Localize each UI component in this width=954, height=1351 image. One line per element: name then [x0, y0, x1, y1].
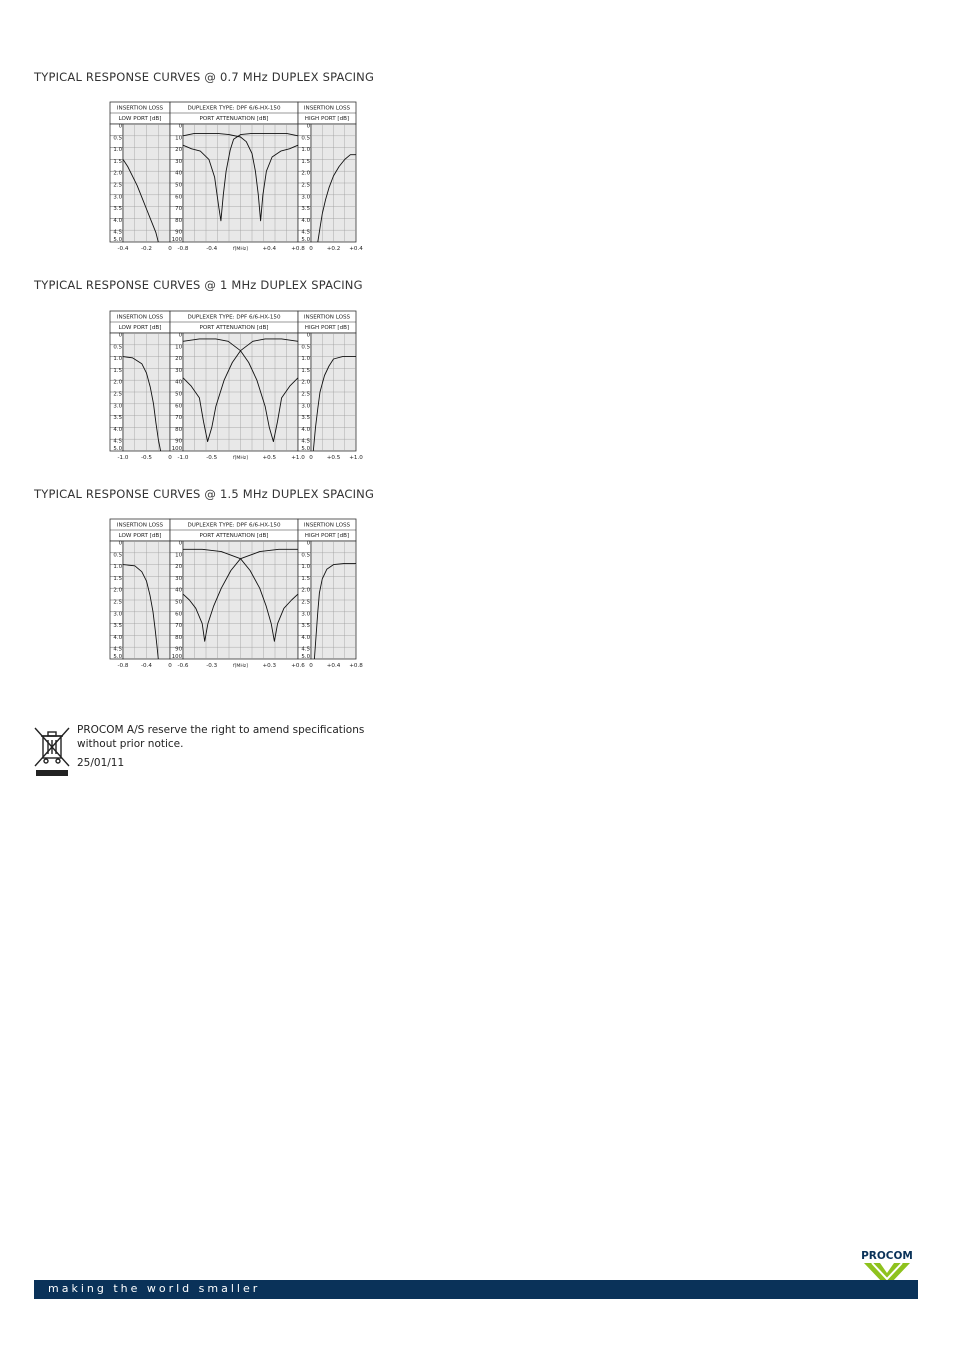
y-tick-label-mid: 90	[175, 229, 182, 236]
y-tick-label-mid: 70	[175, 623, 182, 630]
y-tick-label-high: 0	[306, 540, 310, 547]
y-tick-label-high: 1.0	[301, 564, 310, 571]
y-tick-label-low: 2.0	[113, 379, 122, 386]
panel-header-line1-high: INSERTION LOSS	[303, 522, 351, 529]
chart-svg-0	[104, 98, 366, 263]
x-tick-label-high: +0.4	[349, 246, 363, 252]
y-tick-label-high: 1.5	[301, 367, 310, 374]
y-tick-label-high: 5.0	[301, 237, 310, 243]
y-tick-label-low: 3.0	[113, 194, 122, 201]
y-tick-label-mid: 60	[175, 611, 182, 618]
x-tick-label-high: 0	[309, 663, 313, 669]
y-tick-label-mid: 100	[171, 654, 182, 660]
x-tick-label-low: -0.4	[141, 663, 152, 669]
panel-header-line2-low: LOW PORT [dB]	[118, 533, 162, 539]
x-tick-label-high: +1.0	[349, 455, 363, 461]
panel-header-line1-mid: DUPLEXER TYPE: DPF 6/6-HX-150	[187, 314, 281, 321]
y-tick-label-mid: 80	[175, 426, 182, 433]
disclaimer-line-2: without prior notice.	[77, 738, 184, 750]
y-tick-label-low: 3.0	[113, 611, 122, 618]
y-tick-label-high: 3.5	[301, 415, 310, 422]
y-tick-label-high: 2.0	[301, 587, 310, 594]
y-tick-label-mid: 30	[175, 158, 182, 165]
x-tick-label-high: 0	[309, 455, 313, 461]
y-tick-label-high: 5.0	[301, 654, 310, 660]
y-tick-label-mid: 100	[171, 446, 182, 452]
footer-tagline: making the world smaller	[48, 1282, 261, 1295]
y-tick-label-low: 1.0	[113, 564, 122, 571]
y-tick-label-high: 3.5	[301, 206, 310, 213]
y-tick-label-low: 5.0	[113, 237, 122, 243]
y-tick-label-mid: 0	[178, 540, 182, 547]
issue-date: 25/01/11	[77, 757, 125, 769]
x-tick-label-mid: f[MHz]	[232, 664, 249, 669]
panel-header-line1-high: INSERTION LOSS	[303, 105, 351, 112]
panel-header-line2-mid: PORT ATTENUATION [dB]	[199, 116, 269, 122]
y-tick-label-low: 1.5	[113, 575, 122, 582]
y-tick-label-low: 3.5	[113, 415, 122, 422]
y-tick-label-low: 2.5	[113, 391, 122, 398]
y-tick-label-high: 5.0	[301, 446, 310, 452]
y-tick-label-high: 4.5	[301, 438, 310, 445]
y-tick-label-mid: 50	[175, 599, 182, 606]
y-tick-label-low: 5.0	[113, 654, 122, 660]
y-tick-label-mid: 20	[175, 564, 182, 571]
y-tick-label-high: 4.5	[301, 229, 310, 236]
y-tick-label-high: 2.0	[301, 170, 310, 177]
y-tick-label-mid: 30	[175, 575, 182, 582]
y-tick-label-high: 4.0	[301, 426, 310, 433]
x-tick-label-mid: +0.6	[291, 663, 305, 669]
y-tick-label-low: 2.0	[113, 587, 122, 594]
chart-svg-1	[104, 307, 366, 472]
y-tick-label-mid: 90	[175, 438, 182, 445]
response-chart-0	[104, 98, 366, 263]
x-tick-label-mid: -0.6	[177, 663, 189, 669]
chart-title-2: TYPICAL RESPONSE CURVES @ 1.5 MHz DUPLEX SPACING	[34, 487, 375, 501]
y-tick-label-high: 3.0	[301, 611, 310, 618]
chart-svg-2	[104, 515, 366, 680]
chart-title-1: TYPICAL RESPONSE CURVES @ 1 MHz DUPLEX SPACING	[34, 278, 363, 292]
panel-header-line1-mid: DUPLEXER TYPE: DPF 6/6-HX-150	[187, 522, 281, 529]
x-tick-label-high: +0.5	[326, 455, 341, 461]
y-tick-label-high: 1.0	[301, 356, 310, 363]
weee-bin-icon	[33, 724, 71, 778]
panel-header-line2-high: HIGH PORT [dB]	[304, 533, 350, 539]
y-tick-label-high: 4.0	[301, 217, 310, 224]
y-tick-label-low: 1.0	[113, 147, 122, 154]
y-tick-label-low: 0.5	[113, 135, 122, 142]
y-tick-label-high: 0	[306, 332, 310, 339]
y-tick-label-mid: 90	[175, 646, 182, 653]
panel-header-line1-high: INSERTION LOSS	[303, 314, 351, 321]
y-tick-label-mid: 10	[175, 135, 182, 142]
y-tick-label-high: 2.0	[301, 379, 310, 386]
y-tick-label-high: 1.0	[301, 147, 310, 154]
y-tick-label-mid: 60	[175, 403, 182, 410]
x-tick-label-high: +0.2	[326, 246, 341, 252]
y-tick-label-mid: 40	[175, 170, 182, 177]
x-tick-label-low: -0.8	[117, 663, 129, 669]
x-tick-label-low: -0.2	[141, 246, 152, 252]
x-tick-label-mid: +0.8	[291, 246, 305, 252]
y-tick-label-mid: 20	[175, 147, 182, 154]
y-tick-label-low: 4.5	[113, 229, 122, 236]
y-tick-label-high: 3.0	[301, 194, 310, 201]
panel-header-line2-mid: PORT ATTENUATION [dB]	[199, 533, 269, 539]
y-tick-label-low: 1.5	[113, 367, 122, 374]
panel-header-line2-low: LOW PORT [dB]	[118, 116, 162, 122]
y-tick-label-mid: 10	[175, 552, 182, 559]
y-tick-label-high: 4.5	[301, 646, 310, 653]
y-tick-label-high: 2.5	[301, 391, 310, 398]
panel-header-line1-low: INSERTION LOSS	[116, 314, 164, 321]
x-tick-label-mid: +0.5	[262, 455, 277, 461]
y-tick-label-low: 0	[118, 540, 122, 547]
y-tick-label-low: 0.5	[113, 344, 122, 351]
y-tick-label-low: 3.5	[113, 206, 122, 213]
x-tick-label-low: 0	[168, 663, 172, 669]
chart-title-0: TYPICAL RESPONSE CURVES @ 0.7 MHz DUPLEX SPACING	[34, 70, 375, 84]
logo-wordmark: PROCOM	[861, 1250, 913, 1262]
y-tick-label-high: 0.5	[301, 135, 310, 142]
y-tick-label-mid: 0	[178, 123, 182, 130]
y-tick-label-mid: 10	[175, 344, 182, 351]
x-tick-label-low: -1.0	[117, 455, 129, 461]
y-tick-label-mid: 80	[175, 634, 182, 641]
x-tick-label-mid: -0.3	[206, 663, 218, 669]
x-tick-label-mid: f[MHz]	[232, 247, 249, 252]
y-tick-label-mid: 40	[175, 587, 182, 594]
y-tick-label-mid: 60	[175, 194, 182, 201]
y-tick-label-low: 4.5	[113, 438, 122, 445]
x-tick-label-mid: +0.4	[262, 246, 277, 252]
y-tick-label-mid: 80	[175, 217, 182, 224]
response-chart-2	[104, 515, 366, 680]
y-tick-label-mid: 100	[171, 237, 182, 243]
y-tick-label-high: 1.5	[301, 575, 310, 582]
y-tick-label-high: 4.0	[301, 634, 310, 641]
x-tick-label-mid: -1.0	[177, 455, 189, 461]
y-tick-label-low: 4.5	[113, 646, 122, 653]
footer-bar	[34, 1280, 918, 1299]
panel-header-line1-mid: DUPLEXER TYPE: DPF 6/6-HX-150	[187, 105, 281, 112]
y-tick-label-mid: 50	[175, 391, 182, 398]
panel-header-line2-high: HIGH PORT [dB]	[304, 116, 350, 122]
y-tick-label-low: 1.0	[113, 356, 122, 363]
y-tick-label-mid: 20	[175, 356, 182, 363]
y-tick-label-mid: 30	[175, 367, 182, 374]
y-tick-label-low: 2.5	[113, 182, 122, 189]
x-tick-label-high: +0.4	[326, 663, 341, 669]
disclaimer	[77, 723, 364, 770]
y-tick-label-low: 4.0	[113, 217, 122, 224]
panel-header-line2-high: HIGH PORT [dB]	[304, 325, 350, 331]
y-tick-label-high: 3.5	[301, 623, 310, 630]
x-tick-label-low: 0	[168, 246, 172, 252]
panel-header-line1-low: INSERTION LOSS	[116, 522, 164, 529]
y-tick-label-low: 0	[118, 123, 122, 130]
panel-header-line1-low: INSERTION LOSS	[116, 105, 164, 112]
y-tick-label-high: 3.0	[301, 403, 310, 410]
x-tick-label-high: +0.8	[349, 663, 363, 669]
x-tick-label-low: 0	[168, 455, 172, 461]
y-tick-label-low: 4.0	[113, 634, 122, 641]
x-tick-label-mid: +0.3	[262, 663, 277, 669]
y-tick-label-mid: 70	[175, 206, 182, 213]
y-tick-label-low: 2.5	[113, 599, 122, 606]
y-tick-label-mid: 50	[175, 182, 182, 189]
y-tick-label-mid: 40	[175, 379, 182, 386]
y-tick-label-low: 0	[118, 332, 122, 339]
y-tick-label-mid: 0	[178, 332, 182, 339]
y-tick-label-low: 1.5	[113, 158, 122, 165]
y-tick-label-low: 3.0	[113, 403, 122, 410]
y-tick-label-low: 0.5	[113, 552, 122, 559]
disclaimer-line-1: PROCOM A/S reserve the right to amend specifications	[77, 724, 365, 736]
x-tick-label-mid: -0.8	[177, 246, 189, 252]
y-tick-label-high: 0.5	[301, 552, 310, 559]
x-tick-label-mid: -0.5	[206, 455, 218, 461]
panel-header-line2-low: LOW PORT [dB]	[118, 325, 162, 331]
y-tick-label-low: 2.0	[113, 170, 122, 177]
x-tick-label-low: -0.4	[117, 246, 129, 252]
y-tick-label-low: 5.0	[113, 446, 122, 452]
y-tick-label-high: 0	[306, 123, 310, 130]
y-tick-label-low: 3.5	[113, 623, 122, 630]
response-chart-1	[104, 307, 366, 472]
x-tick-label-mid: f[MHz]	[232, 456, 249, 461]
x-tick-label-high: 0	[309, 246, 313, 252]
y-tick-label-low: 4.0	[113, 426, 122, 433]
y-tick-label-high: 0.5	[301, 344, 310, 351]
x-tick-label-mid: +1.0	[291, 455, 305, 461]
x-tick-label-mid: -0.4	[206, 246, 218, 252]
x-tick-label-low: -0.5	[141, 455, 152, 461]
panel-header-line2-mid: PORT ATTENUATION [dB]	[199, 325, 269, 331]
y-tick-label-mid: 70	[175, 415, 182, 422]
y-tick-label-high: 1.5	[301, 158, 310, 165]
y-tick-label-high: 2.5	[301, 182, 310, 189]
y-tick-label-high: 2.5	[301, 599, 310, 606]
